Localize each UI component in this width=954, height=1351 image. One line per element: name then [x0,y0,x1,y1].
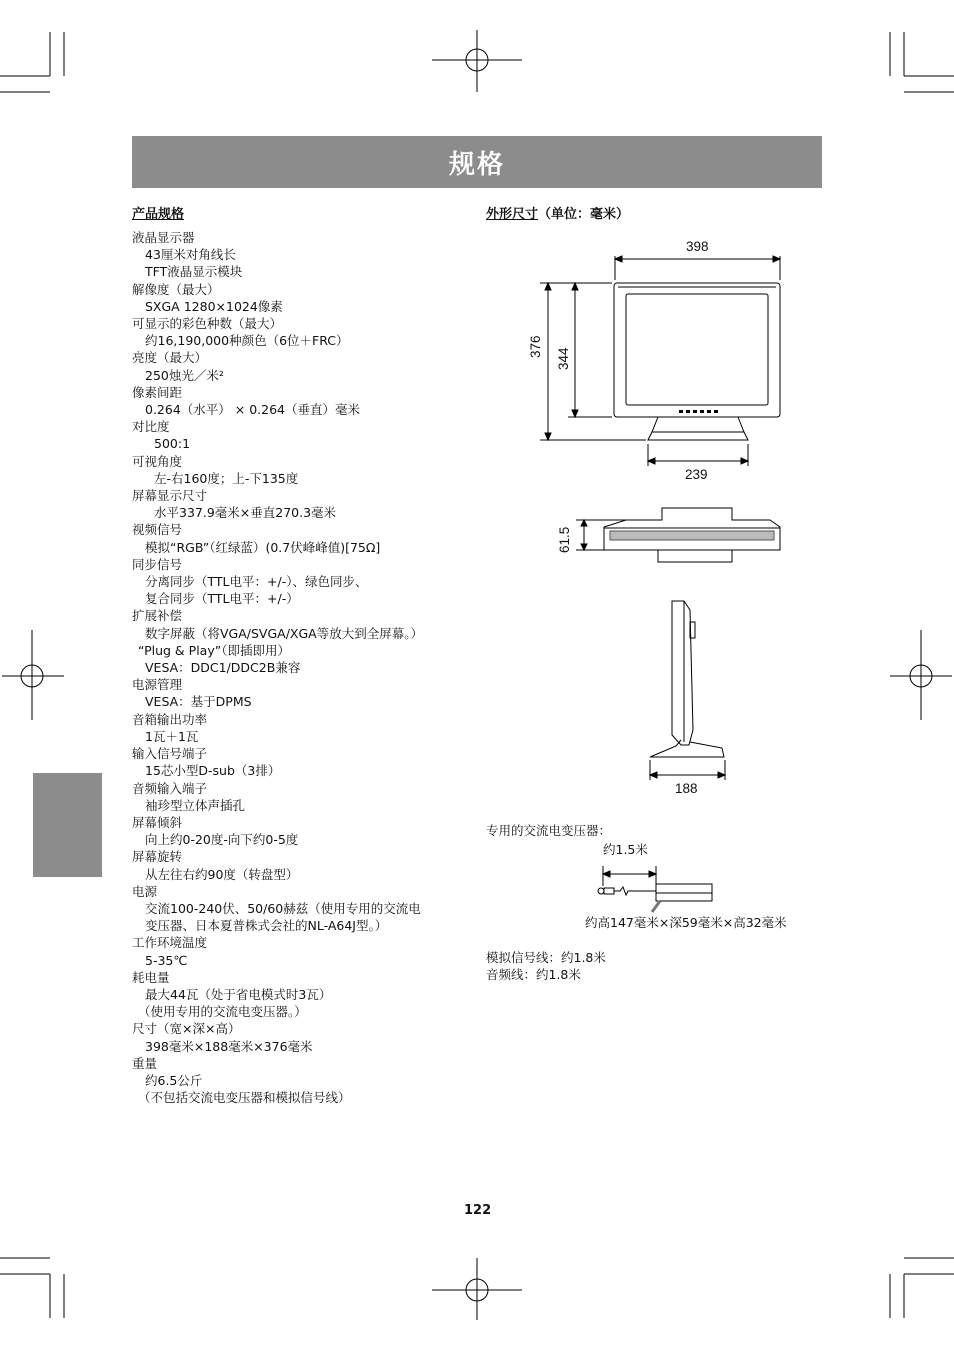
spec-item-label: 同步信号 [132,556,183,572]
dim-height-screen-label [556,347,571,370]
dim-height-total-label [528,335,543,358]
spec-item-value: 水平337.9毫米×垂直270.3毫米 [154,505,337,521]
spec-item-label: 解像度（最大） [132,281,220,297]
spec-item-value: 袖珍型立体声插孔 [145,797,246,813]
spec-item-label: 耗电量 [132,969,170,985]
spec-item-value: VESA：基于DPMS [145,694,252,710]
spec-item-label: 屏幕倾斜 [132,814,183,830]
spec-item-value: 向上约0-20度-向下约0-5度 [145,832,299,848]
spec-item-value: 1瓦＋1瓦 [145,728,199,744]
spec-item-value: 5-35℃ [145,952,188,968]
page-title: 规格 [448,149,505,180]
spec-item-value: 模拟“RGB”（红绿蓝）(0.7伏峰峰值)[75Ω] [145,539,381,555]
spec-item-label: 液晶显示器 [132,230,195,245]
dim-height-screen-value: 344 [556,347,571,370]
ac-adapter-drawing [598,866,712,912]
spec-item-label: 屏幕旋转 [132,849,183,865]
spec-item-label: 像素间距 [132,384,183,400]
spec-item-value: 左-右160度；上-下135度 [154,470,299,486]
spec-item-label: 电源管理 [132,677,183,693]
spec-item-label: 屏幕显示尺寸 [132,488,208,504]
spec-item-value: 约16,190,000种颜色（6位＋FRC） [145,333,349,349]
spec-item-value: 约6.5公斤 [145,1072,203,1088]
adapter-label: 专用的交流电变压器： [486,823,612,838]
spec-item-value: 15芯小型D-sub（3排） [145,763,281,779]
dim-top-depth-label [557,527,572,553]
spec-item-value: 分离同步（TTL电平：+/-）、绿色同步、 [145,574,368,590]
spec-item-label: 音箱输出功率 [132,711,208,727]
spec-item-label: 重量 [132,1055,158,1071]
outline-heading: 外形尺寸 [486,207,539,222]
spec-item-label: 尺寸（宽×深×高） [132,1021,241,1037]
page-number: 122 [464,1203,492,1218]
spec-item-label: 可显示的彩色种数（最大） [132,316,283,332]
spec-item-value: VESA：DDC1/DDC2B兼容 [145,660,301,676]
spec-item-value: 复合同步（TTL电平：+/-） [145,591,299,607]
dim-width-label: 398 [686,239,709,254]
spec-item-label: 对比度 [132,419,170,435]
spec-item-value: 398毫米×188毫米×376毫米 [145,1038,313,1054]
spec-item-value: SXGA 1280×1024像素 [145,298,283,314]
spec-item-value: 0.264（水平） × 0.264（垂直）毫米 [145,402,360,418]
dim-side-depth-label: 188 [675,781,698,796]
spec-item-value: 变压器、日本夏普株式会社的NL-A64J型。） [145,918,388,934]
spec-item-value: TFT液晶显示模块 [145,264,243,280]
dim-height-total-value: 376 [528,335,543,358]
spec-item-label: 输入信号端子 [132,746,208,762]
adapter-cord-length: 约1.5米 [603,842,648,857]
spec-item-value: （不包括交流电变压器和模拟信号线） [138,1090,351,1106]
spec-item-value: 250烛光／米² [145,367,224,383]
spec-item-label: 工作环境温度 [132,935,208,951]
spec-item-label: 电源 [132,883,158,899]
spec-item-value: 500:1 [154,436,191,452]
spec-item-label: 扩展补偿 [132,608,183,624]
signal-cable-length: 模拟信号线：约1.8米 [486,950,606,965]
spec-item-label: 音频输入端子 [132,780,208,796]
spec-item-value: 43厘米对角线长 [145,247,236,263]
spec-item-label: 亮度（最大） [132,350,208,366]
top-view-drawing [576,508,780,562]
spec-item-value: 交流100-240伏、50/60赫兹（使用专用的交流电 [145,900,421,916]
spec-item-value: “Plug & Play”（即插即用） [138,642,290,658]
spec-item-value: 数字屏蔽（将VGA/SVGA/XGA等放大到全屏幕。） [145,625,423,641]
spec-item-value: （使用专用的交流电变压器。） [138,1004,307,1020]
spec-item-label: 可视角度 [132,453,183,469]
spec-item-value: 从左往右约90度（转盘型） [145,866,299,882]
front-view-drawing [540,256,780,466]
dim-stand-width-label: 239 [685,467,708,482]
spec-item-value: 最大44瓦（处于省电模式时3瓦） [145,986,332,1002]
outline-heading-unit: （单位：毫米） [538,207,630,222]
audio-cable-length: 音频线：约1.8米 [486,967,581,982]
dim-top-depth-value: 61.5 [557,526,572,553]
spec-item-label: 视频信号 [132,522,183,538]
adapter-size: 约高147毫米×深59毫米×高32毫米 [585,915,787,930]
spec-heading: 产品规格 [132,207,185,222]
side-view-drawing [650,601,725,780]
